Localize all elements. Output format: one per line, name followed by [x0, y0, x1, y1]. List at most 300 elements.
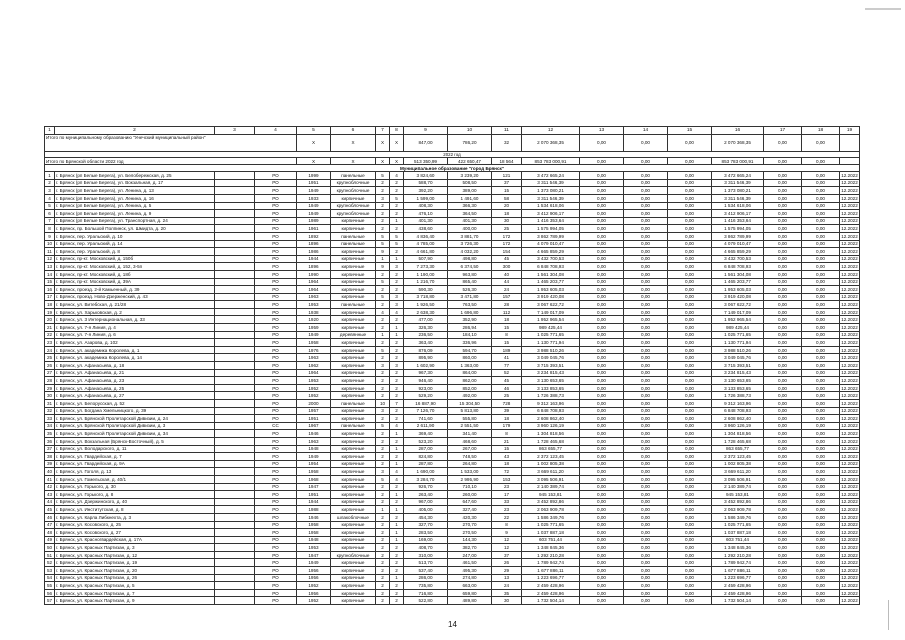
table-cell: 0,00 — [668, 187, 712, 195]
table-cell: кирпичные — [331, 574, 376, 582]
table-cell: РО — [255, 498, 297, 506]
table-cell: 0,00 — [580, 301, 624, 309]
table-cell: 0,00 — [580, 483, 624, 491]
table-cell: 603 751,44 — [712, 536, 764, 544]
table-cell: 37 — [492, 551, 522, 559]
table-cell: 2 — [376, 582, 390, 590]
table-cell — [215, 301, 255, 309]
column-number-cell: 18 — [802, 127, 840, 135]
table-row — [45, 278, 860, 286]
table-cell: 0,00 — [624, 574, 668, 582]
table-cell: 0,00 — [668, 529, 712, 537]
table-cell: 1 — [376, 506, 390, 514]
table-cell: 0,00 — [802, 255, 840, 263]
table-cell: 12.2022 — [841, 218, 858, 224]
table-cell: РО — [255, 468, 297, 476]
table-cell: 0,00 — [668, 202, 712, 210]
summary-muni-c17: 0,00 — [764, 135, 802, 152]
table-cell: 30 — [45, 392, 55, 400]
table-cell: 0,00 — [580, 430, 624, 438]
table-cell: 468,60 — [448, 437, 492, 445]
table-cell: 3 471,80 — [448, 293, 492, 301]
table-cell: 0,00 — [624, 582, 668, 590]
table-cell: 0,00 — [802, 574, 840, 582]
table-row — [45, 194, 860, 202]
table-cell: РО — [255, 210, 297, 218]
table-cell: 2 063 909,78 — [522, 506, 580, 514]
page-number: 14 — [448, 620, 457, 629]
summary-muni-c13: 0,00 — [580, 135, 624, 152]
table-cell: 0,00 — [802, 293, 840, 301]
table-cell: 0,00 — [668, 483, 712, 491]
address-cell: г. Брянск (рп Белые Берега), ул. Вокзальная, д. 17 — [55, 179, 215, 187]
table-cell: 247,00 — [448, 551, 492, 559]
table-cell: 5 — [376, 422, 390, 430]
table-cell: 0,00 — [580, 377, 624, 385]
table-cell: 0,00 — [764, 225, 802, 233]
register-table-container — [44, 126, 859, 605]
table-cell: РО — [255, 255, 297, 263]
table-cell: 0,00 — [764, 468, 802, 476]
table-cell: 495,30 — [448, 567, 492, 575]
table-cell: 3 472 665,24 — [712, 172, 764, 180]
table-cell — [215, 445, 255, 453]
table-cell: 4 661,80 — [404, 248, 448, 256]
table-cell: 30 — [492, 217, 522, 225]
table-cell: РО — [255, 589, 297, 597]
table-cell: 0,00 — [668, 255, 712, 263]
table-cell: 1933 — [297, 194, 331, 202]
table-cell: 0,00 — [624, 187, 668, 195]
table-cell: 526,30 — [448, 286, 492, 294]
table-cell: 0,00 — [764, 589, 802, 597]
address-cell: г. Брянск (рп Белые Берега), ул. Ленина, д. 13 — [55, 187, 215, 195]
table-row — [45, 263, 860, 271]
table-cell: РО — [255, 430, 297, 438]
table-cell: 0,00 — [668, 270, 712, 278]
table-cell: 12.2022 — [841, 210, 858, 216]
table-row — [45, 286, 860, 294]
table-cell: 0,00 — [802, 377, 840, 385]
address-cell: г. Брянск, ул. Горького, д. 8 — [55, 491, 215, 499]
table-cell: 8 — [492, 331, 522, 339]
table-cell: 2 — [390, 597, 404, 605]
table-cell: РО — [255, 354, 297, 362]
table-cell: кирпичные — [331, 278, 376, 286]
table-cell: РО — [255, 301, 297, 309]
table-cell: РО — [255, 437, 297, 445]
address-cell: г. Брянск, ул. Косовского, д. 27 — [55, 529, 215, 537]
table-cell: 31 — [45, 400, 55, 408]
table-cell: 0,00 — [764, 475, 802, 483]
table-cell: 1 — [390, 574, 404, 582]
register-table-body — [45, 127, 860, 605]
table-cell: 1 — [45, 172, 55, 180]
table-cell: 862,00 — [448, 377, 492, 385]
table-cell: кирпичные — [331, 354, 376, 362]
table-cell: 2 — [376, 491, 390, 499]
table-cell — [215, 392, 255, 400]
table-cell: 0,00 — [802, 384, 840, 392]
table-cell: РО — [255, 346, 297, 354]
table-cell: 926,70 — [404, 483, 448, 491]
table-cell: 1 373 080,21 — [522, 187, 580, 195]
table-cell: 1949 — [297, 210, 331, 218]
table-cell: 647,60 — [448, 498, 492, 506]
address-cell: г. Брянск, ул. Красных Партизан, д. 5 — [55, 582, 215, 590]
table-cell — [215, 551, 255, 559]
table-cell: 1956 — [297, 574, 331, 582]
table-cell: 3 — [376, 407, 390, 415]
table-cell: 2 — [376, 529, 390, 537]
table-cell: 945 153,81 — [522, 491, 580, 499]
table-cell: 0,00 — [764, 400, 802, 408]
table-cell: 43 — [45, 491, 55, 499]
table-cell: 3 715 393,51 — [522, 362, 580, 370]
summary-region-label: Итого по Брянской области 2022 год — [45, 158, 297, 165]
table-cell: 0,00 — [580, 407, 624, 415]
table-cell: 13 — [492, 574, 522, 582]
table-cell: кирпичные — [331, 362, 376, 370]
table-cell: 17 — [492, 491, 522, 499]
table-cell — [215, 308, 255, 316]
table-cell: 0,00 — [580, 217, 624, 225]
table-cell: 0,00 — [580, 445, 624, 453]
table-cell: 33 — [492, 498, 522, 506]
table-cell: 824,80 — [404, 453, 448, 461]
table-cell: 0,00 — [668, 194, 712, 202]
table-cell: 3 234 815,43 — [712, 369, 764, 377]
table-cell: 1 — [390, 445, 404, 453]
table-cell: 2 608 862,40 — [712, 415, 764, 423]
table-cell: 153 — [492, 475, 522, 483]
table-cell: 0,00 — [580, 346, 624, 354]
table-cell: 38 — [45, 453, 55, 461]
table-cell: 2 — [390, 286, 404, 294]
table-row — [45, 255, 860, 263]
summary-muni-c15: 0,00 — [668, 135, 712, 152]
table-cell: 3 452 892,86 — [522, 498, 580, 506]
table-cell: 18 — [492, 415, 522, 423]
table-cell: кирпичные — [331, 308, 376, 316]
address-cell: г. Брянск (рп Белые Берега), ул. Ленина, д. 16 — [55, 194, 215, 202]
table-cell: 0,00 — [624, 346, 668, 354]
table-cell: 0,00 — [580, 536, 624, 544]
table-cell: РО — [255, 331, 297, 339]
table-cell: 0,00 — [802, 232, 840, 240]
table-cell: 7 273,30 — [404, 263, 448, 271]
table-cell: 392,20 — [404, 187, 448, 195]
address-cell: г. Брянск, ул. академика Королева, д. 1 — [55, 346, 215, 354]
table-cell: 1949 — [297, 202, 331, 210]
table-cell: 16 — [45, 286, 55, 294]
table-cell: 1 216,70 — [404, 278, 448, 286]
table-cell: 0,00 — [668, 491, 712, 499]
column-number-cell: 14 — [624, 127, 668, 135]
table-cell: 945 153,81 — [712, 491, 764, 499]
table-cell: кирпичные — [331, 597, 376, 605]
table-cell: 0,00 — [668, 392, 712, 400]
table-cell: РО — [255, 339, 297, 347]
table-cell: 0,00 — [668, 172, 712, 180]
table-cell: 946,40 — [404, 377, 448, 385]
address-cell: г. Брянск, ул. Володарского, д. 11 — [55, 445, 215, 453]
address-cell: г. Брянск, ул. Институтская, д. 8 — [55, 506, 215, 514]
table-cell: 1958 — [297, 521, 331, 529]
table-cell: 1896 — [297, 263, 331, 271]
table-cell: 2000 — [297, 400, 331, 408]
table-cell: 287,80 — [404, 460, 448, 468]
table-cell: 3 — [376, 468, 390, 476]
table-cell: 0,00 — [764, 179, 802, 187]
table-cell — [215, 324, 255, 332]
municipality-row — [45, 165, 860, 172]
table-cell: 2 — [45, 179, 55, 187]
table-cell: 0,00 — [764, 377, 802, 385]
table-cell: РО — [255, 544, 297, 552]
address-cell: г. Брянск, ул. Брянской Пролетарской Дивизии, д. 34 — [55, 430, 215, 438]
table-cell: 2 — [376, 430, 390, 438]
table-cell — [215, 293, 255, 301]
table-cell — [215, 210, 255, 218]
table-cell: 18 — [492, 460, 522, 468]
table-cell: 36 — [45, 437, 55, 445]
table-cell: 0,00 — [802, 301, 840, 309]
table-cell: 172 — [492, 240, 522, 248]
table-cell: 3 049 045,76 — [712, 354, 764, 362]
table-cell: 0,00 — [580, 513, 624, 521]
table-cell: РО — [255, 506, 297, 514]
table-cell: 0,00 — [764, 248, 802, 256]
table-cell: 1 — [390, 529, 404, 537]
table-cell: 3 095 506,91 — [522, 475, 580, 483]
table-cell: крупноблочные — [331, 202, 376, 210]
table-cell: 923,00 — [404, 384, 448, 392]
table-cell: 0,00 — [580, 172, 624, 180]
table-cell: РО — [255, 308, 297, 316]
table-cell: 0,00 — [764, 354, 802, 362]
table-row — [45, 316, 860, 324]
table-cell: 2 140 389,74 — [712, 483, 764, 491]
table-cell: 3 726,30 — [448, 240, 492, 248]
table-cell: РО — [255, 187, 297, 195]
table-cell: 2 — [376, 187, 390, 195]
address-cell: г. Брянск, пр-кт. Московский, д. 18б — [55, 270, 215, 278]
table-row — [45, 187, 860, 195]
address-cell: г. Брянск (рп Белые Берега), ул. Транспортная, д. 24 — [55, 217, 215, 225]
table-cell: 3 988 510,26 — [522, 346, 580, 354]
table-cell: 989 425,44 — [522, 324, 580, 332]
address-cell: г. Брянск, пр-кт. Московский, д. 150б — [55, 255, 215, 263]
table-cell: 0,00 — [802, 407, 840, 415]
table-cell: РО — [255, 521, 297, 529]
table-cell: 0,00 — [802, 415, 840, 423]
table-cell: 9 — [492, 529, 522, 537]
table-cell: 9 — [45, 232, 55, 240]
table-cell: 12.2022 — [841, 453, 858, 459]
table-cell: 12.2022 — [841, 279, 858, 285]
table-cell: 1 — [390, 521, 404, 529]
table-cell: 1989 — [297, 217, 331, 225]
table-cell: 0,00 — [624, 544, 668, 552]
year-label: 2022 год — [45, 152, 860, 158]
address-cell: г. Брянск, ул. Харьковская, д. 2 — [55, 308, 215, 316]
table-cell: 0,00 — [580, 232, 624, 240]
table-cell: 5 — [376, 278, 390, 286]
column-number-cell: 2 — [55, 127, 215, 135]
table-cell — [215, 179, 255, 187]
table-cell: 4 665 859,29 — [522, 248, 580, 256]
address-cell: г. Брянск, ул. Гвардейская, д. 9А — [55, 460, 215, 468]
table-row — [45, 232, 860, 240]
table-cell: 1892 — [297, 232, 331, 240]
table-cell: 0,00 — [764, 369, 802, 377]
table-cell: 0,00 — [624, 179, 668, 187]
table-cell: 0,00 — [668, 453, 712, 461]
table-cell: 43 — [492, 453, 522, 461]
table-cell: 0,00 — [624, 415, 668, 423]
table-cell: РО — [255, 483, 297, 491]
table-cell: РО — [255, 574, 297, 582]
table-cell: 0,00 — [668, 293, 712, 301]
table-cell: 489,80 — [448, 597, 492, 605]
table-cell: 0,00 — [668, 513, 712, 521]
table-cell: кирпичные — [331, 521, 376, 529]
table-cell: 3 311 546,39 — [522, 179, 580, 187]
table-cell: 1958 — [297, 339, 331, 347]
table-cell: 0,00 — [624, 468, 668, 476]
table-cell: 0,00 — [624, 551, 668, 559]
address-cell: г. Брянск, пер. Уральский, д. 10 — [55, 232, 215, 240]
table-cell: РО — [255, 559, 297, 567]
table-cell: кирпичные — [331, 225, 376, 233]
table-cell: 286,00 — [404, 574, 448, 582]
summary-region-c5: X — [297, 158, 331, 165]
table-cell: 5 — [390, 232, 404, 240]
table-cell: 0,00 — [624, 597, 668, 605]
table-cell: 1 190,00 — [404, 270, 448, 278]
table-cell: 2 — [376, 437, 390, 445]
table-cell: 12.2022 — [841, 370, 858, 376]
table-cell: 0,00 — [764, 521, 802, 529]
column-number-cell: 5 — [297, 127, 331, 135]
table-cell: 2 — [376, 460, 390, 468]
table-cell: 1990 — [297, 270, 331, 278]
table-cell: 0,00 — [802, 179, 840, 187]
table-cell: 12.2022 — [841, 537, 858, 543]
table-cell: 0,00 — [668, 407, 712, 415]
table-cell: 594,70 — [448, 346, 492, 354]
address-cell: г. Брянск, ул. Горького, д. 30 — [55, 483, 215, 491]
summary-region-c6: X — [331, 158, 376, 165]
table-cell — [215, 278, 255, 286]
table-cell: 1 953 605,03 — [522, 286, 580, 294]
table-cell: РО — [255, 293, 297, 301]
table-cell: 0,00 — [624, 194, 668, 202]
table-row — [45, 248, 860, 256]
table-cell: 0,00 — [580, 248, 624, 256]
table-cell: 2 — [376, 377, 390, 385]
summary-muni-c5: X — [297, 135, 331, 152]
table-cell: 2 — [376, 316, 390, 324]
table-cell: 1 677 886,11 — [522, 567, 580, 575]
table-cell: 3 — [390, 263, 404, 271]
table-cell — [215, 354, 255, 362]
table-cell: 12.2022 — [841, 203, 858, 209]
column-number-cell: 13 — [580, 127, 624, 135]
table-cell: 1 732 504,14 — [712, 597, 764, 605]
table-cell: 0,00 — [764, 331, 802, 339]
table-cell: 0,00 — [668, 369, 712, 377]
table-cell: 763,50 — [448, 301, 492, 309]
table-cell: 476,10 — [404, 210, 448, 218]
table-cell: 12.2022 — [841, 522, 858, 528]
table-cell: СС — [255, 422, 297, 430]
table-cell: 0,00 — [764, 536, 802, 544]
table-cell: 18 — [45, 301, 55, 309]
table-cell: 0,00 — [764, 324, 802, 332]
table-cell: 12.2022 — [841, 552, 858, 558]
table-row — [45, 551, 860, 559]
table-cell: 12.2022 — [841, 469, 858, 475]
table-cell: 0,00 — [624, 567, 668, 575]
table-cell — [215, 217, 255, 225]
table-cell: 0,00 — [668, 232, 712, 240]
table-cell: 48 — [45, 529, 55, 537]
table-cell: РО — [255, 445, 297, 453]
table-cell: 0,00 — [624, 559, 668, 567]
table-cell — [215, 194, 255, 202]
address-cell: г. Брянск, ул. Красных Партизан, д. 26 — [55, 574, 215, 582]
table-cell — [215, 521, 255, 529]
table-cell: 0,00 — [668, 536, 712, 544]
table-cell — [215, 491, 255, 499]
table-cell: 1 491,60 — [448, 194, 492, 202]
table-cell: 0,00 — [624, 354, 668, 362]
table-cell: 0,00 — [580, 559, 624, 567]
table-cell: 0,00 — [580, 544, 624, 552]
table-cell: 2 — [376, 559, 390, 567]
table-cell: 0,00 — [764, 187, 802, 195]
table-cell: 0,00 — [668, 544, 712, 552]
table-cell: 12 — [45, 255, 55, 263]
table-cell: 461,50 — [448, 559, 492, 567]
table-cell: 0,00 — [580, 422, 624, 430]
table-cell: 1 223 696,77 — [522, 574, 580, 582]
table-cell: 1954 — [297, 460, 331, 468]
table-cell: 5 — [390, 194, 404, 202]
table-row — [45, 308, 860, 316]
table-cell: 0,00 — [764, 460, 802, 468]
table-cell: 1944 — [297, 255, 331, 263]
table-cell: 0,00 — [802, 339, 840, 347]
table-cell: 2 — [376, 210, 390, 218]
table-cell: РО — [255, 248, 297, 256]
table-cell: 2 — [376, 536, 390, 544]
address-cell: г. Брянск, пр. Большой Полпинск, ул. Шмидта, д. 20 — [55, 225, 215, 233]
table-cell: 2 459 428,96 — [712, 589, 764, 597]
table-cell: 12.2022 — [841, 301, 858, 307]
table-cell: 2 140 389,74 — [522, 483, 580, 491]
table-cell: 2 — [390, 544, 404, 552]
table-cell: 2 — [376, 483, 390, 491]
column-number-cell: 4 — [255, 127, 297, 135]
table-cell: 0,00 — [580, 506, 624, 514]
table-cell: 0,00 — [764, 172, 802, 180]
table-cell: 1949 — [297, 453, 331, 461]
table-cell: 352,90 — [448, 316, 492, 324]
table-cell: панельные — [331, 400, 376, 408]
